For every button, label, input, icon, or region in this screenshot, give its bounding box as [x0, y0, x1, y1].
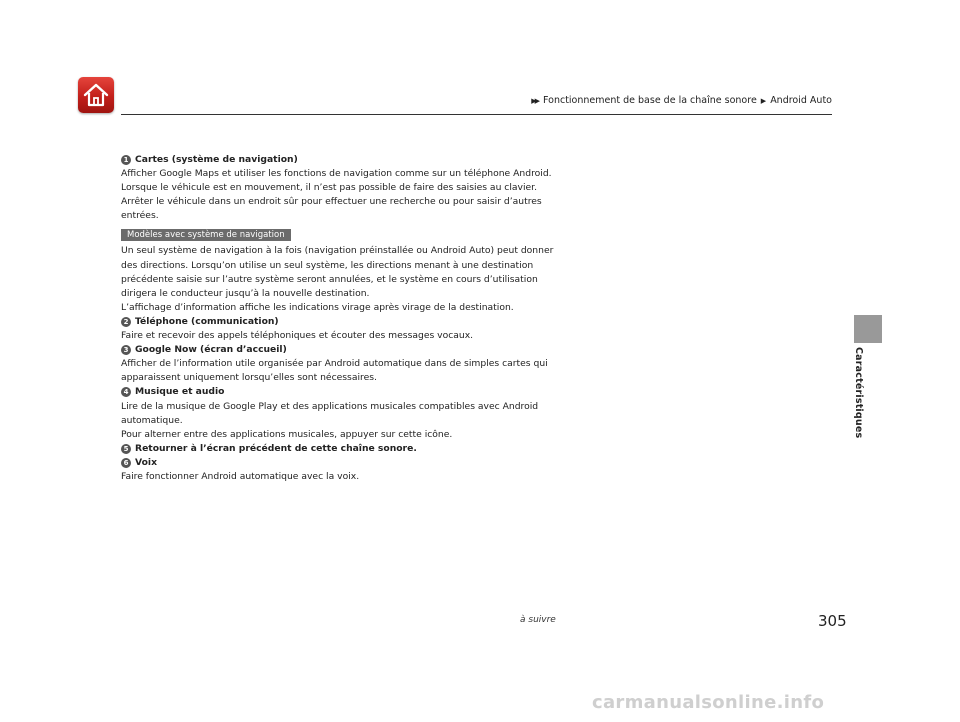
number-bullet-icon: 6: [121, 458, 131, 468]
section-heading: [121, 315, 561, 329]
body-line: Arrêter le véhicule dans un endroit sûr pour effectuer une recherche ou pour saisir d’autres: [121, 196, 542, 208]
section-heading: [121, 153, 561, 167]
number-bullet-icon: 2: [121, 317, 131, 327]
body-line: Lire de la musique de Google Play et des applications musicales compatibles avec Android: [121, 400, 539, 412]
continued-note: à suivre: [520, 615, 556, 625]
body-line: Pour alterner entre des applications musicales, appuyer sur cette icône.: [121, 428, 453, 440]
home-button[interactable]: [78, 77, 114, 113]
breadcrumb-item-android-auto[interactable]: Android Auto: [770, 95, 832, 106]
model-badge: Modèles avec système de navigation: [121, 229, 291, 241]
body-line: L’affichage d’information affiche les indications virage après virage de la destination.: [121, 301, 514, 313]
body-line: Lorsque le véhicule est en mouvement, il n’est pas possible de faire des saisies au clavier.: [121, 182, 538, 194]
breadcrumb: [531, 95, 832, 106]
body-line: précédente saisie sur l’autre système seront annulées, et le système en cours d’utilisation: [121, 273, 538, 285]
section-heading: [121, 442, 561, 456]
section-title: Musique et audio: [135, 386, 225, 398]
section-title: Téléphone (communication): [135, 315, 279, 327]
body-line: Un seul système de navigation à la fois (navigation préinstallée ou Android Auto) peut donner: [121, 245, 554, 257]
section-heading: [121, 385, 561, 399]
number-bullet-icon: 1: [121, 155, 131, 165]
section-title: Retourner à l’écran précédent de cette chaîne sonore.: [135, 442, 417, 454]
body-line: Afficher de l’information utile organisée par Android automatique dans de simples cartes qui: [121, 358, 548, 370]
number-bullet-icon: 4: [121, 387, 131, 397]
section-heading: [121, 456, 561, 470]
section-title: Voix: [135, 456, 157, 468]
number-bullet-icon: 5: [121, 444, 131, 454]
breadcrumb-arrow-icon: ▶▶: [531, 96, 539, 105]
section-title: Cartes (système de navigation): [135, 154, 298, 165]
main-content: [121, 153, 561, 484]
section-tab-label: Caractéristiques: [853, 347, 864, 439]
body-line: apparaissent uniquement lorsqu’elles sont nécessaires.: [121, 372, 377, 384]
body-line: des directions. Lorsqu’on utilise un seul système, les directions menant à une destination: [121, 259, 534, 271]
body-line: Faire fonctionner Android automatique avec la voix.: [121, 470, 360, 482]
body-line: dirigera le conducteur jusqu’à la nouvelle destination.: [121, 287, 370, 299]
page-number: 305: [818, 612, 847, 630]
body-line: entrées.: [121, 210, 159, 222]
breadcrumb-arrow-icon: ▶: [760, 96, 767, 105]
number-bullet-icon: 3: [121, 345, 131, 355]
watermark: carmanualsonline.info: [592, 692, 825, 713]
section-tab[interactable]: [854, 315, 882, 343]
body-line: Afficher Google Maps et utiliser les fonctions de navigation comme sur un téléphone Android.: [121, 168, 552, 180]
section-title: Google Now (écran d’accueil): [135, 344, 287, 356]
body-line: Faire et recevoir des appels téléphoniques et écouter des messages vocaux.: [121, 330, 474, 342]
section-heading: [121, 343, 561, 357]
header-divider: [121, 114, 832, 115]
body-line: automatique.: [121, 414, 183, 426]
breadcrumb-item-audio[interactable]: Fonctionnement de base de la chaîne sonore: [543, 95, 757, 106]
home-icon: [82, 81, 110, 109]
